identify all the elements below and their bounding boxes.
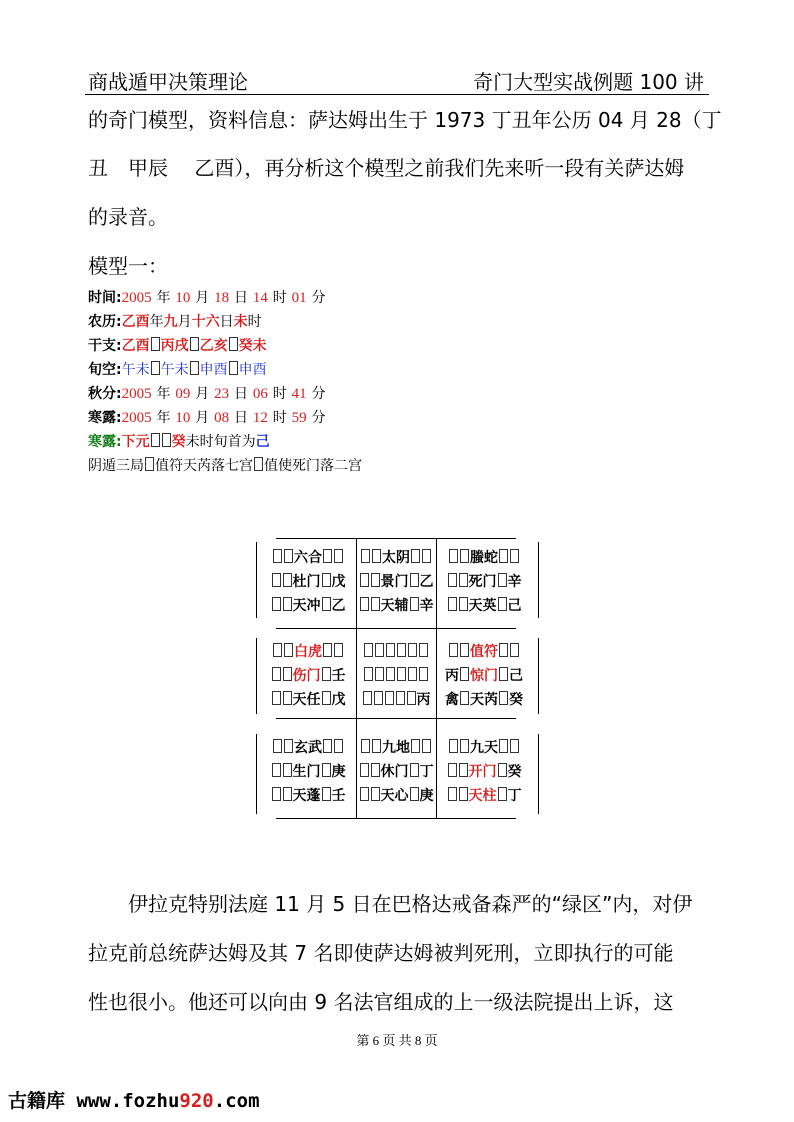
grid-cell: 天任 戊 xyxy=(268,690,348,710)
grid-cell: 玄武 xyxy=(268,738,348,758)
grid-cell: 值符 xyxy=(444,642,524,662)
grid-cell: 丙 xyxy=(356,690,436,710)
grid-cell: 九天 xyxy=(444,738,524,758)
intro-line-3: 的录音。 xyxy=(88,205,168,229)
grid-cell: 太阴 xyxy=(356,548,436,568)
grid-cell: 六合 xyxy=(268,548,348,568)
grid-vline xyxy=(436,718,437,818)
header-title-right: 奇门大型实战例题 100 讲 xyxy=(473,70,704,94)
grid-vline xyxy=(436,538,437,628)
grid-vline xyxy=(436,628,437,718)
grid-cell: 开门 癸 xyxy=(444,762,524,782)
grid-cell: 天冲 乙 xyxy=(268,596,348,616)
grid-cell xyxy=(356,666,436,686)
grid-cell: 天柱 丁 xyxy=(444,786,524,806)
model-title: 模型一： xyxy=(88,254,168,278)
info-lunar: 农历:乙酉年九月十六日未时 xyxy=(88,314,262,330)
body-line-1: 伊拉克特别法庭 11 月 5 日在巴格达戒备森严的“绿区”内，对伊 xyxy=(128,892,693,916)
info-hanlu: 寒露:2005 年 10 月 08 日 12 时 59 分 xyxy=(88,410,326,426)
grid-cell: 天辅 辛 xyxy=(356,596,436,616)
grid-vline xyxy=(538,638,539,714)
grid-cell: 天蓬 壬 xyxy=(268,786,348,806)
grid-cell: 休门 丁 xyxy=(356,762,436,782)
intro-line-2: 丑 甲辰 乙酉），再分析这个模型之前我们先来听一段有关萨达姆 xyxy=(88,156,685,180)
body-line-3: 性也很小。他还可以向由 9 名法官组成的上一级法院提出上诉，这 xyxy=(88,990,674,1014)
grid-cell: 丙 惊门 己 xyxy=(445,668,523,684)
page-footer: 第 6 页 共 8 页 xyxy=(356,1033,438,1048)
info-qiufen: 秋分:2005 年 09 月 23 日 06 时 41 分 xyxy=(88,386,326,402)
grid-cell: 螣蛇 xyxy=(444,548,524,568)
header-divider xyxy=(85,94,709,95)
info-hanlu-yuan: 寒露:下元 癸未时旬首为己 xyxy=(88,434,270,450)
header-title-left: 商战遁甲决策理论 xyxy=(88,70,248,94)
grid-cell: 天英 己 xyxy=(444,596,524,616)
grid-line-top xyxy=(276,538,516,539)
grid-cell: 景门 乙 xyxy=(356,572,436,592)
grid-vline xyxy=(256,734,257,814)
info-time: 时间:2005 年 10 月 18 日 14 时 01 分 xyxy=(88,290,326,306)
grid-cell: 白虎 xyxy=(268,642,348,662)
watermark[interactable]: 古籍库 www.fozhu920.com xyxy=(8,1090,260,1112)
grid-cell: 死门 辛 xyxy=(444,572,524,592)
info-ganzhi: 干支:乙酉 丙戌 乙亥 癸未 xyxy=(88,338,267,354)
grid-cell: 生门 庚 xyxy=(268,762,348,782)
info-dun: 阴遁三局 值符天芮落七宫 值使死门落二宫 xyxy=(88,458,362,474)
grid-cell: 伤门 壬 xyxy=(268,666,348,686)
grid-cell xyxy=(356,642,436,662)
grid-line-bottom xyxy=(276,818,516,819)
grid-line-mid2 xyxy=(276,718,516,719)
grid-cell: 天心 庚 xyxy=(356,786,436,806)
intro-line-1: 的奇门模型，资料信息：萨达姆出生于 1973 丁丑年公历 04 月 28（丁 xyxy=(88,108,722,132)
grid-cell: 禽 天芮 癸 xyxy=(445,692,523,708)
grid-cell: 九地 xyxy=(356,738,436,758)
grid-vline xyxy=(256,542,257,618)
body-line-2: 拉克前总统萨达姆及其 7 名即使萨达姆被判死刑，立即执行的可能 xyxy=(88,941,674,965)
grid-vline xyxy=(538,542,539,618)
grid-line-mid1 xyxy=(276,628,516,629)
grid-cell: 杜门 戊 xyxy=(268,572,348,592)
grid-vline xyxy=(256,638,257,714)
grid-vline xyxy=(538,734,539,814)
info-xunkong: 旬空:午未 午未 申酉 申酉 xyxy=(88,362,267,378)
